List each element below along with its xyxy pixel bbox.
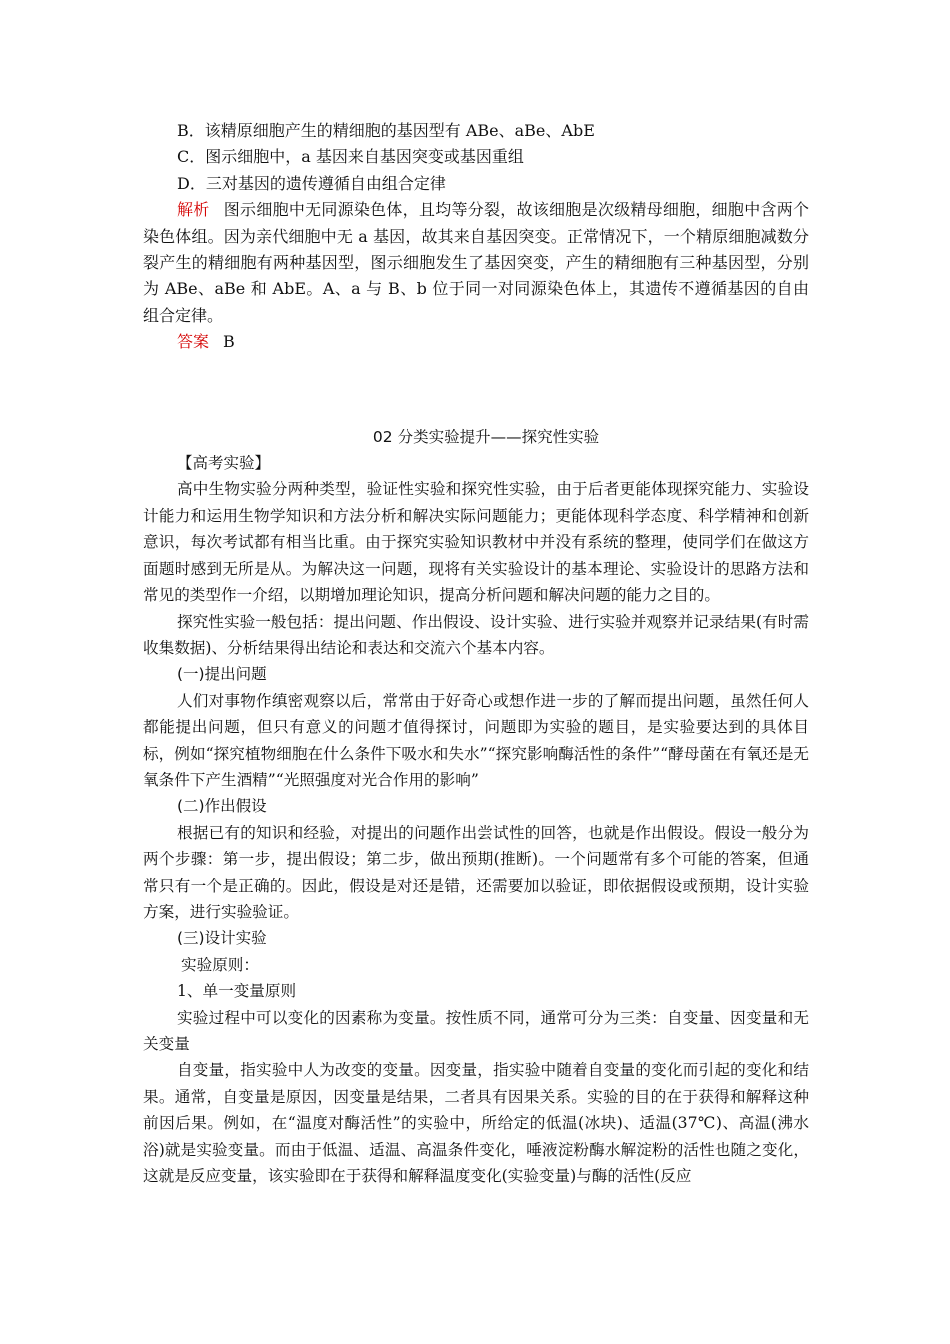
analysis-text: 图示细胞中无同源染色体，且均等分裂，故该细胞是次级精母细胞，细胞中含两个染色体组。因为亲代细胞中无 a 基因，故其来自基因突变。正常情况下，一个精原细胞减数分裂产生的精细胞有两种基因型，图示细胞发生了基因突变，产生的精细胞有三种基因型，分别为 ABe、aBe 和 AbE。A、a 与 B、b 位于同一对同源染色体上，其遗传不遵循基因的自由组合定律。 xyxy=(143,200,809,325)
intro-paragraph-1: 高中生物实验分两种类型，验证性实验和探究性实验，由于后者更能体现探究能力、实验设计能力和运用生物学知识和方法分析和解决实际问题能力；更能体现科学态度、科学精神和创新意识，每次考试都有相当比重。由于探究实验知识教材中并没有系统的整理，使同学们在做这方面题时感到无所是从。为解决这一问题，现将有关实验设计的基本理论、实验设计的思路方法和常见的类型作一介绍，以期增加理论知识，提高分析问题和解决问题的能力之目的。 xyxy=(143,480,809,605)
intro-paragraph-2: 探究性实验一般包括：提出问题、作出假设、设计实验、进行实验并观察并记录结果(有时需收集数据)、分析结果得出结论和表达和交流六个基本内容。 xyxy=(143,612,809,657)
exam-heading: 【高考实验】 xyxy=(177,454,271,473)
section-title: 02 分类实验提升——探究性实验 xyxy=(372,427,600,446)
principle-label: 实验原则： xyxy=(181,955,259,974)
document-page xyxy=(143,118,809,1189)
analysis-label: 解析 xyxy=(177,200,210,220)
paragraph-hypothesis: 根据已有的知识和经验，对提出的问题作出尝试性的回答，也就是作出假设。假设一般分为两个步骤：第一步，提出假设；第二步，做出预期(推断)。一个问题常有多个可能的答案，但通常只有一个是正确的。因此，假设是对还是错，还需要加以验证，即依据假设或预期，设计实验方案，进行实验验证。 xyxy=(143,823,809,921)
answer-label: 答案 xyxy=(177,332,210,352)
paragraph-independent-variable: 自变量，指实验中人为改变的变量。因变量，指实验中随着自变量的变化而引起的变化和结果。通常，自变量是原因，因变量是结果，二者具有因果关系。实验的目的在于获得和解释这种前因后果。例如，在“温度对酶活性”的实验中，所给定的低温(冰块)、适温(37℃)、高温(沸水浴)就是实验变量。而由于低温、适温、高温条件变化，唾液淀粉酶水解淀粉的活性也随之变化，这就是反应变量，该实验即在于获得和解释温度变化(实验变量)与酶的活性(反应 xyxy=(143,1061,809,1186)
answer-value: B xyxy=(223,332,235,352)
heading-hypothesis: (二)作出假设 xyxy=(177,797,267,816)
principle-single-variable: 1、单一变量原则 xyxy=(177,982,297,1001)
answer-line xyxy=(143,329,809,355)
option-b: B．该精原细胞产生的精细胞的基因型有 ABe、aBe、AbE xyxy=(177,121,595,140)
heading-design-experiment: (三)设计实验 xyxy=(177,929,267,948)
option-d: D．三对基因的遗传遵循自由组合定律 xyxy=(177,173,446,193)
paragraph-ask-question: 人们对事物作缜密观察以后，常常由于好奇心或想作进一步的了解而提出问题，虽然任何人都能提出问题，但只有意义的问题才值得探讨，问题即为实验的题目，是实验要达到的具体目标，例如“探究植物细胞在什么条件下吸水和失水”“探究影响酶活性的条件”“酵母菌在有氧还是无氧条件下产生酒精”“光照强度对光合作用的影响” xyxy=(143,691,809,789)
option-c: C．图示细胞中，a 基因来自基因突变或基因重组 xyxy=(177,147,524,167)
paragraph-variables: 实验过程中可以变化的因素称为变量。按性质不同，通常可分为三类：自变量、因变量和无关变量 xyxy=(143,1008,809,1053)
heading-ask-question: (一)提出问题 xyxy=(177,665,267,684)
analysis-paragraph xyxy=(143,197,809,329)
